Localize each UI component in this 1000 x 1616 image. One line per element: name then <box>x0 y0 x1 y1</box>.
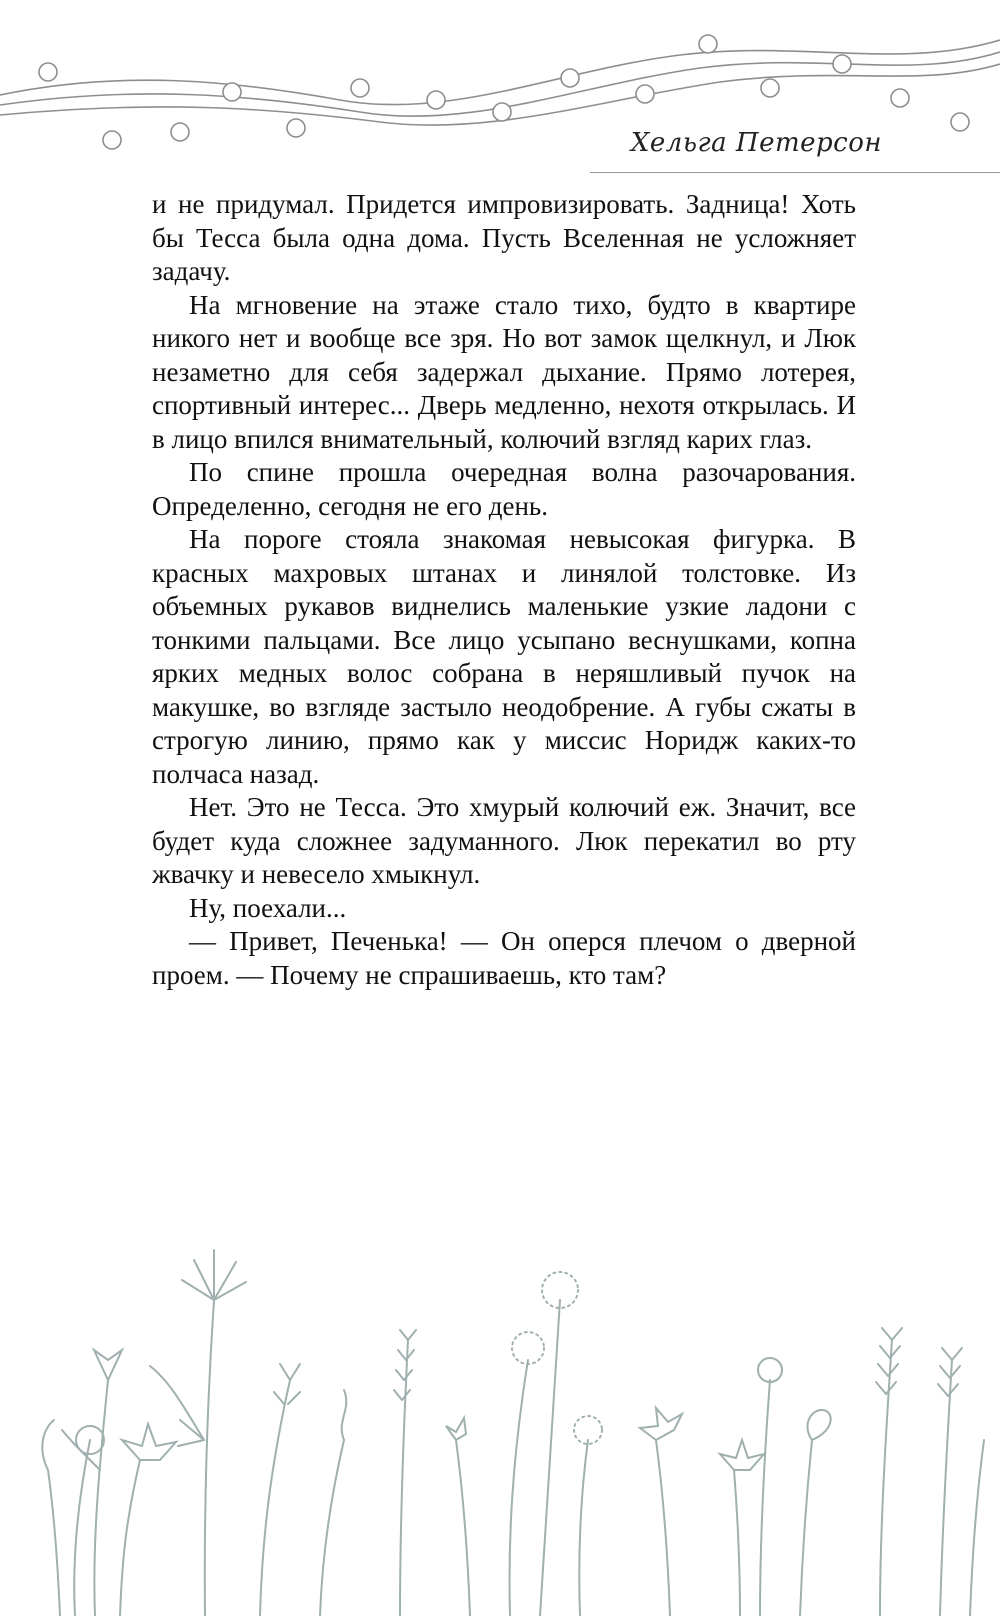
paragraph: — Привет, Печенька! — Он оперся плечом о дверной проем. — Почему не спрашиваешь, кто там? <box>152 926 856 990</box>
paragraph: и не придумал. Придется импровизировать. Задница! Хоть бы Тесса была одна дома. Пусть Вселенная не усложняет задачу. <box>152 189 856 286</box>
wildflower-ornament <box>0 1140 1000 1616</box>
paragraph: Ну, поехали... <box>189 892 347 923</box>
paragraph: На пороге стояла знакомая невысокая фигурка. В красных махровых штанах и линялой толстовке. Из объемных рукавов виднелись маленькие узкие ладони с тонкими пальцами. Все лицо усыпано веснушками, копна ярких медных волос собрана в неряшливый пучок на макушке, во взгляде застыло неодобрение. А губы сжаты в строгую линию, прямо как у миссис Норидж каких-то полчаса назад. <box>152 524 856 789</box>
paragraph: По спине прошла очередная волна разочарования. Определенно, сегодня не его день. <box>152 457 856 521</box>
body-text <box>152 188 856 992</box>
paragraph: Нет. Это не Тесса. Это хмурый колючий еж. Значит, все будет куда сложнее задуманного. Люк перекатил во рту жвачку и невесело хмыкнул. <box>152 792 856 889</box>
author-name-header: Хельга Петерсон <box>630 128 882 158</box>
header-rule <box>590 172 1000 173</box>
paragraph: На мгновение на этаже стало тихо, будто в квартире никого нет и вообще все зря. Но вот замок щелкнул, и Люк незаметно для себя задержал дыхание. Прямо лотерея, спортивный интерес... Дверь медленно, нехотя открылась. И в лицо впился внимательный, колючий взгляд карих глаз. <box>152 289 856 454</box>
